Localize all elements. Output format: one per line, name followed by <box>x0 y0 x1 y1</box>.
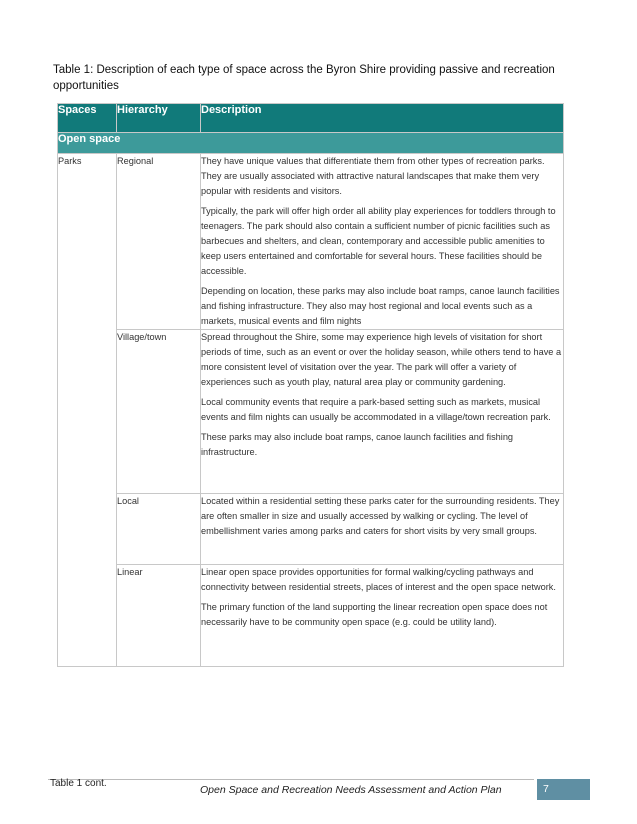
table-row <box>58 494 564 565</box>
table-row <box>58 565 564 667</box>
table-continued-note: Table 1 cont. <box>50 778 107 789</box>
header-hierarchy: Hierarchy <box>117 104 201 133</box>
description-paragraph: These parks may also include boat ramps, canoe launch facilities and fishing infrastructure. <box>201 432 514 457</box>
hierarchy-cell: Village/town <box>117 330 201 494</box>
header-spaces: Spaces <box>58 104 117 133</box>
header-description: Description <box>201 104 564 133</box>
description-paragraph: Spread throughout the Shire, some may experience high levels of visitation for short periods of time, such as an event or over the holiday season, while others tend to have a more consistent level of visitation over the year. The park will offer a variety of experiences such as youth play, natural area play or community gardening. <box>201 332 562 387</box>
description-paragraph: The primary function of the land supporting the linear recreation open space does not necessarily have to be community open space (e.g. could be utility land). <box>201 602 548 627</box>
table-row <box>58 330 564 494</box>
document-title: Open Space and Recreation Needs Assessment and Action Plan <box>200 784 502 796</box>
page-number: 7 <box>543 783 549 795</box>
section-label: Open space <box>58 133 564 154</box>
description-paragraph: Typically, the park will offer high order all ability play experiences for toddlers through to teenagers. The park should also contain a sufficient number of picnic facilities such as barbecues and shelters, and clean, contemporary and accessible public amenities to keep users entertained and comfortable for several hours. These facilities should be accessible. <box>201 206 556 276</box>
hierarchy-cell: Local <box>117 494 201 565</box>
footer-divider <box>48 779 534 780</box>
description-paragraph: Linear open space provides opportunities for formal walking/cycling pathways and connectivity between residential streets, places of interest and the open space network. <box>201 567 556 592</box>
description-paragraph: Depending on location, these parks may also include boat ramps, canoe launch facilities and fishing infrastructure. They also may host regional and local events such as a markets, musical events and film nights <box>201 286 560 326</box>
description-cell <box>201 154 564 330</box>
page-number-badge <box>537 779 590 800</box>
table-header-row <box>58 104 564 133</box>
description-paragraph: They have unique values that differentiate them from other types of recreation parks. They are usually associated with attractive natural landscapes that make them very popular with residents and visitors. <box>201 156 545 196</box>
space-cell: Parks <box>58 154 117 667</box>
table-caption: Table 1: Description of each type of space across the Byron Shire providing passive and recreation opportunities <box>53 64 555 92</box>
hierarchy-cell: Linear <box>117 565 201 667</box>
spaces-table <box>57 103 564 667</box>
description-paragraph: Located within a residential setting these parks cater for the surrounding residents. They are often smaller in size and usually accessed by walking or cycling. The level of embellishment varies among parks and caters for short visits by very small groups. <box>201 496 560 536</box>
description-paragraph: Local community events that require a park-based setting such as markets, musical events and film nights can usually be accommodated in a village/town recreation park. <box>201 397 551 422</box>
section-row <box>58 133 564 154</box>
description-cell <box>201 494 564 565</box>
description-cell <box>201 330 564 494</box>
hierarchy-cell: Regional <box>117 154 201 330</box>
description-cell <box>201 565 564 667</box>
table-row <box>58 154 564 330</box>
